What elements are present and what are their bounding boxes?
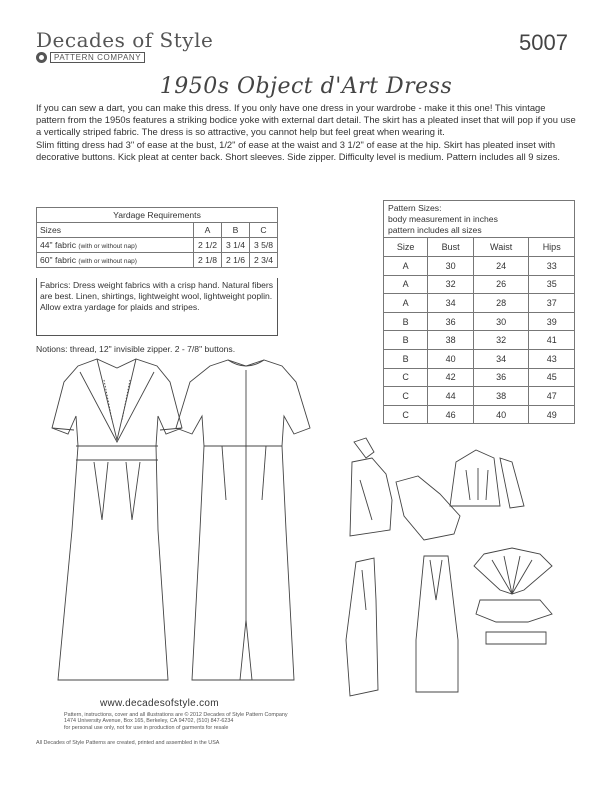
yardage-cell: 2 1/2: [194, 238, 222, 253]
table-row: [384, 312, 575, 331]
waist-cell: 40: [473, 405, 529, 424]
table-row: [37, 238, 278, 253]
dress-front-illustration: [52, 359, 182, 680]
yardage-cell: 2 1/6: [222, 253, 250, 268]
yardage-header-row: [37, 223, 278, 238]
hips-cell: 35: [529, 275, 575, 294]
size-header-size: Size: [384, 238, 428, 257]
brand-company-label: PATTERN COMPANY: [50, 52, 145, 63]
size-table: [383, 200, 575, 424]
table-row: [384, 275, 575, 294]
waist-cell: 32: [473, 331, 529, 350]
fine-print-line: 1474 University Avenue, Box 165, Berkeley, CA 94702, (510) 847-6234: [64, 718, 234, 725]
table-row: [384, 294, 575, 313]
fabrics-note: Fabrics: Dress weight fabrics with a crisp hand. Natural fibers are best. Linen, shirtings, lightweight wool, lightweight poplin. Allow extra yardage for plaids and stripes.: [36, 278, 278, 336]
yardage-cell: 3 1/4: [222, 238, 250, 253]
yardage-header-sizes: Sizes: [37, 223, 194, 238]
yardage-row-label: [37, 253, 194, 268]
yardage-cell: 2 1/8: [194, 253, 222, 268]
nap-note: (with or without nap): [78, 243, 137, 250]
size-header-hips: Hips: [529, 238, 575, 257]
fine-print-line: for personal use only, not for use in production of garments for resale: [64, 724, 229, 731]
yardage-header-b: B: [222, 223, 250, 238]
yardage-cell: 2 3/4: [250, 253, 278, 268]
bust-cell: 30: [428, 256, 474, 275]
table-row: [37, 253, 278, 268]
brand-name: Decades of Style: [36, 28, 214, 52]
size-heading-line: body measurement in inches: [388, 213, 498, 224]
yardage-caption: Yardage Requirements: [37, 208, 278, 223]
bust-cell: 32: [428, 275, 474, 294]
yardage-header-a: A: [194, 223, 222, 238]
size-cell: C: [384, 368, 428, 387]
bust-cell: 34: [428, 294, 474, 313]
fabric-width-label: 60" fabric: [40, 255, 77, 265]
waist-cell: 24: [473, 256, 529, 275]
table-row: [384, 368, 575, 387]
waist-cell: 30: [473, 312, 529, 331]
waist-cell: 36: [473, 368, 529, 387]
dress-back-illustration: [176, 360, 310, 680]
hips-cell: 39: [529, 312, 575, 331]
size-cell: B: [384, 331, 428, 350]
waist-cell: 26: [473, 275, 529, 294]
hips-cell: 33: [529, 256, 575, 275]
hips-cell: 37: [529, 294, 575, 313]
hips-cell: 47: [529, 387, 575, 406]
size-table-heading: [384, 201, 575, 238]
fine-print-line: Pattern, instructions, cover and all illustrations are © 2012 Decades of Style Pattern Company: [64, 712, 288, 718]
pattern-pieces-illustration: [346, 438, 552, 696]
notions-text: Notions: thread, 12" invisible zipper. 2 - 7/8" buttons.: [36, 344, 236, 354]
hips-cell: 43: [529, 349, 575, 368]
table-row: [384, 387, 575, 406]
bust-cell: 40: [428, 349, 474, 368]
size-cell: A: [384, 294, 428, 313]
yardage-row-label: [37, 238, 194, 253]
bust-cell: 42: [428, 368, 474, 387]
waist-cell: 38: [473, 387, 529, 406]
size-cell: A: [384, 275, 428, 294]
size-cell: A: [384, 256, 428, 275]
pattern-number: 5007: [519, 30, 568, 55]
size-cell: B: [384, 349, 428, 368]
hips-cell: 49: [529, 405, 575, 424]
table-row: [384, 405, 575, 424]
size-header-waist: Waist: [473, 238, 529, 257]
bust-cell: 38: [428, 331, 474, 350]
bottom-note: All Decades of Style Patterns are created, printed and assembled in the USA: [36, 740, 220, 746]
size-cell: B: [384, 312, 428, 331]
nap-note: (with or without nap): [78, 258, 137, 265]
fabric-width-label: 44" fabric: [40, 240, 77, 250]
waist-cell: 28: [473, 294, 529, 313]
size-heading-line: Pattern Sizes:: [388, 203, 442, 213]
website-link[interactable]: www.decadesofstyle.com: [100, 698, 219, 709]
hips-cell: 41: [529, 331, 575, 350]
fine-print: [64, 712, 334, 731]
brand-logo: [36, 28, 213, 63]
bust-cell: 36: [428, 312, 474, 331]
size-header-bust: Bust: [428, 238, 474, 257]
table-row: [384, 331, 575, 350]
flower-icon: [36, 52, 47, 63]
table-row: [384, 256, 575, 275]
brand-company: [36, 52, 213, 63]
size-header-row: [384, 238, 575, 257]
size-cell: C: [384, 405, 428, 424]
description: [36, 102, 576, 163]
description-paragraph-1: If you can sew a dart, you can make this dress. If you only have one dress in your wardrobe - make it this one! This vintage pattern from the 1950s features a striking bodice yoke with external dart detail. The skirt has a pleated inset that will pop if you use a vertically striped fabric. The dress is so attractive, you cannot help but feel great when wearing it.: [36, 102, 576, 138]
size-cell: C: [384, 387, 428, 406]
hips-cell: 45: [529, 368, 575, 387]
page-title: 1950s Object d'Art Dress: [159, 74, 453, 99]
yardage-header-c: C: [250, 223, 278, 238]
size-heading-line: pattern includes all sizes: [388, 224, 482, 235]
waist-cell: 34: [473, 349, 529, 368]
description-paragraph-2: Slim fitting dress had 3" of ease at the bust, 1/2" of ease at the waist and 3 1/2" of ease at the hip. Skirt has pleated inset with decorative buttons. Kick pleat at center back. Short sleeves. Side zipper. Difficulty level is medium. Pattern includes all 9 sizes.: [36, 138, 561, 162]
table-row: [384, 349, 575, 368]
yardage-cell: 3 5/8: [250, 238, 278, 253]
yardage-table: [36, 207, 278, 268]
bust-cell: 46: [428, 405, 474, 424]
bust-cell: 44: [428, 387, 474, 406]
